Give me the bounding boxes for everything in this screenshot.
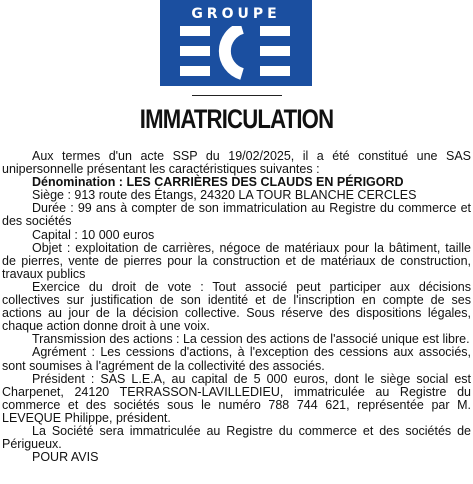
paragraph-siege: Siège : 913 route des Étangs, 24320 LA TOUR BLANCHE CERCLES [32,188,417,203]
paragraph-objet: Objet : exploitation de carrières, négoce de matériaux pour la bâtiment, taille de pierres, vente de pierres pour la construction et de matériaux de construction, travaux publics [2,240,471,281]
paragraph-immatriculation: La Société sera immatriculée au Registre du commerce et des sociétés de Périgueux. [2,423,471,452]
paragraph-agrement: Agrément : Les cessions d'actions, à l'exception des cessions aux associés, sont soumises à l'agrément de la collectivité des associés. [2,345,471,373]
logo-text: GROUPE [191,6,281,22]
announcement-body [2,150,471,464]
groupe-logo [160,0,312,86]
paragraph-transmission: Transmission des actions : La cession des actions de l'associé unique est libre. [32,332,470,347]
groupe-ece-logo-icon [180,26,292,82]
paragraph-pour-avis: POUR AVIS [32,450,99,465]
paragraph-vote: Exercice du droit de vote : Tout associé peut participer aux décisions collectives sur justification de son identité et de l'inscription en compte de ses actions au jour de la décision collective. Sous réserve des dispositions légales, chaque action donne droit à une voix. [2,279,471,334]
paragraph-intro: Aux termes d'un acte SSP du 19/02/2025, il a été constitué une SAS unipersonnelle présentant les caractéristiques suivantes : [2,149,471,177]
title-divider [192,95,282,96]
page-title: IMMATRICULATION [139,104,334,134]
paragraph-duree: Durée : 99 ans à compter de son immatriculation au Registre du commerce et des sociétés [2,201,471,229]
paragraph-president: Président : SAS L.E.A, au capital de 5 000 euros, dont le siège social est Charpenet, 24120 TERRASSON-LAVILLEDIEU, immatriculée au Registre du commerce et des sociétés sous le numéro 788 744 621, représentée par M. LEVEQUE Philippe, président. [2,371,471,425]
paragraph-denomination: Dénomination : LES CARRIÈRES DES CLAUDS EN PÉRIGORD [32,175,404,190]
paragraph-capital: Capital : 10 000 euros [32,227,155,242]
